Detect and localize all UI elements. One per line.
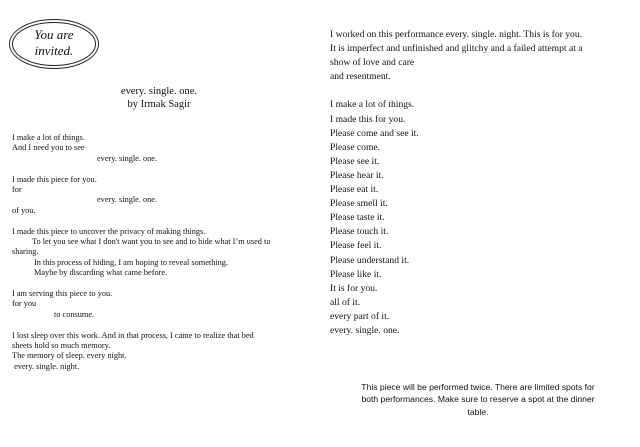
poem-line: I made this for you. bbox=[330, 113, 406, 125]
stanza-break bbox=[12, 279, 312, 289]
poem-line: Please like it. bbox=[330, 268, 382, 280]
title-line: every. single. one. bbox=[120, 86, 197, 97]
poem-line: And I need you to see bbox=[12, 143, 85, 153]
stanza-break bbox=[12, 320, 312, 330]
poem-line: Please understand it. bbox=[330, 254, 410, 266]
right-poem-column bbox=[330, 28, 630, 338]
poem-line: Please taste it. bbox=[330, 212, 385, 224]
poem-line: every. single. one. bbox=[330, 324, 400, 336]
poem-line: I make a lot of things. bbox=[12, 133, 85, 142]
poem-line: Maybe by discarding what came before. bbox=[34, 268, 168, 278]
poem-line: for you bbox=[12, 299, 37, 309]
poem-line: sheets hold so much memory. bbox=[12, 341, 111, 351]
poem-line: It is for you. bbox=[330, 282, 378, 294]
poem-line: and resentment. bbox=[330, 71, 391, 83]
author-line: by Irmak Sagir bbox=[127, 99, 191, 110]
poem-line: To let you see what I don't want you to see and to hide what I’m used to bbox=[32, 237, 271, 247]
poem-line: Please come. bbox=[330, 141, 381, 153]
poem-line: every. single. night. bbox=[12, 361, 80, 371]
badge-line-2: invited. bbox=[34, 43, 74, 58]
poem-line: every part of it. bbox=[330, 310, 390, 322]
poem-line: Please feel it. bbox=[330, 240, 382, 252]
poem-line: I am serving this piece to you. bbox=[12, 289, 113, 299]
poem-line: The memory of sleep. every night. bbox=[12, 351, 127, 361]
poem-line: every. single. one. bbox=[97, 153, 158, 163]
badge-line-1: You are bbox=[34, 27, 74, 42]
poem-line: Please hear it. bbox=[330, 169, 384, 181]
poem-line: I lost sleep over this work. And in that process, I came to realize that bed bbox=[12, 330, 254, 340]
poem-line: Please touch it. bbox=[330, 226, 389, 238]
poem-line: Please see it. bbox=[330, 155, 380, 167]
left-poem-column bbox=[12, 133, 312, 372]
poem-line: for bbox=[12, 185, 22, 195]
note-line: table. bbox=[467, 406, 489, 417]
poem-line: all of it. bbox=[330, 296, 361, 308]
badge-text bbox=[8, 27, 100, 59]
poem-line: sharing. bbox=[12, 247, 39, 257]
poem-line: show of love and care bbox=[330, 57, 415, 69]
poem-line: Please come and see it. bbox=[330, 127, 419, 139]
poem-line: I made this piece to uncover the privacy of making things. bbox=[12, 226, 206, 236]
note-line: both performances. Make sure to reserve a spot at the dinner bbox=[361, 394, 595, 405]
poem-line: I make a lot of things. bbox=[330, 99, 415, 111]
poem-line: every. single. one. bbox=[97, 195, 158, 205]
stanza-break bbox=[12, 216, 312, 226]
poem-line: Please eat it. bbox=[330, 184, 379, 196]
poem-title bbox=[14, 85, 304, 111]
poem-line: to consume. bbox=[54, 309, 95, 319]
poem-line: I made this piece for you. bbox=[12, 174, 97, 184]
stanza-break bbox=[330, 84, 630, 98]
poem-line: of you. bbox=[12, 205, 36, 215]
poem-line: In this process of hiding, I am hoping to reveal something. bbox=[34, 257, 229, 267]
invitation-badge bbox=[8, 18, 100, 70]
note-line: This piece will be performed twice. There are limited spots for bbox=[361, 382, 595, 392]
stanza-break bbox=[12, 164, 312, 174]
poem-line: Please smell it. bbox=[330, 198, 388, 210]
poem-line: I worked on this performance every. single. night. This is for you. bbox=[330, 29, 583, 40]
poem-line: It is imperfect and unfinished and glitchy and a failed attempt at a bbox=[330, 43, 583, 55]
performance-note bbox=[328, 381, 628, 418]
